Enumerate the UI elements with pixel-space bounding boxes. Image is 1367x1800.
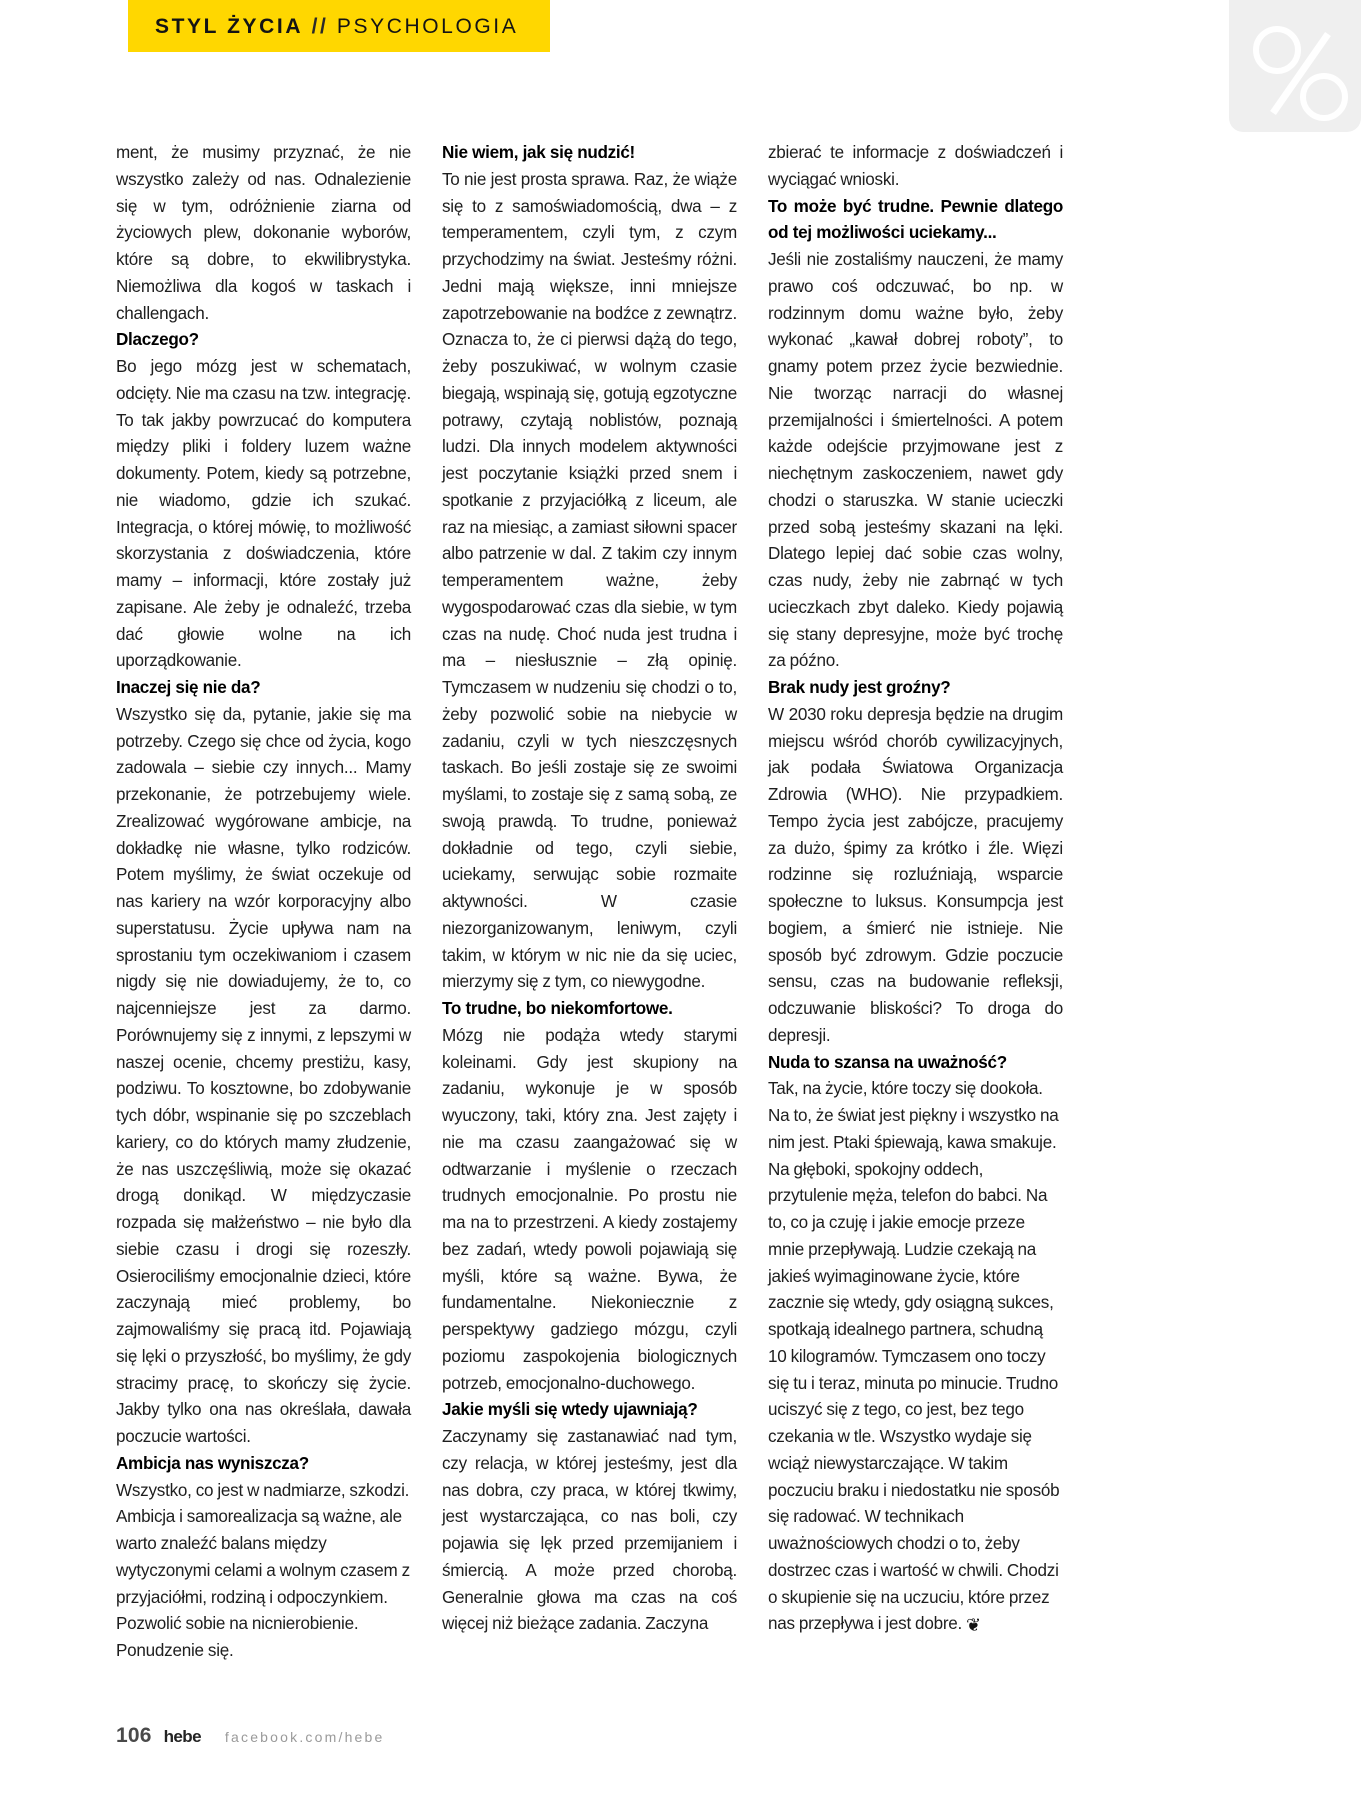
paragraph: To nie jest prosta sprawa. Raz, że wiąże się to z samoświadomością, dwa – z temperamentem, czyli tym, z czym przychodzimy na świat. Jesteśmy różni. Jedni mają większe, inni mniejsze zapotrzebowanie na bodźce z zewnątrz. Oznacza to, że ci pierwsi dążą do tego, żeby poszukiwać, w wolnym czasie biegają, wspinają się, gotują egzotyczne potrawy, czytają noblistów, poznają ludzi. Dla innych modelem aktywności jest poczytanie książki przed snem i spotkanie z przyjaciółką z liceum, ale raz na miesiąc, a zamiast siłowni spacer albo patrzenie w dal. Z takim czy innym temperamentem ważne, żeby wygospodarować czas dla siebie, w tym czas na nudę. Choć nuda jest trudna i ma – niesłusznie – złą opinię. Tymczasem w nudzeniu się chodzi o to, żeby pozwolić sobie na niebycie w zadaniu, czyli w tych nieszczęsnych taskach. Bo jeśli zostaje się ze swoimi myślami, to zostaje się z samą sobą, ze swoją prawdą. To trudne, ponieważ dokładnie od tego, czyli siebie, uciekamy, serwując sobie rozmaite aktywności. W czasie niezorganizowanym, leniwym, czyli takim, w którym w nic nie da się uciec, mierzymy się z tym, co niewygodne. bbox=[442, 169, 737, 992]
subheading: Ambicja nas wyniszcza? bbox=[116, 1453, 309, 1473]
article-column-1 bbox=[116, 140, 411, 1665]
paragraph: Mózg nie podąża wtedy starymi koleinami. Gdy jest skupiony na zadaniu, wykonuje je w sposób wyuczony, taki, który zna. Jest zajęty i nie ma czasu zaangażować się w odtwarzanie i myślenie o rzeczach trudnych emocjonalnie. Po prostu nie ma na to przestrzeni. A kiedy zostajemy bez zadań, wtedy powoli pojawiają się myśli, które są ważne. Bywa, że fundamentalne. Niekoniecznie z perspektywy gadziego mózgu, czyli poziomu zaspokojenia biologicznych potrzeb, emocjonalno-duchowego. bbox=[442, 1025, 737, 1393]
paragraph: ment, że musimy przyznać, że nie wszystko zależy od nas. Odnalezienie się w tym, odróżnienie ziarna od życiowych plew, dokonanie wyborów, które są dobre, to ekwilibrystyka. Niemożliwa dla kogoś w taskach i challengach. bbox=[116, 143, 411, 323]
kicker-separator: // bbox=[311, 14, 329, 38]
subheading: Dlaczego? bbox=[116, 330, 199, 350]
kicker-subsection-name: PSYCHOLOGIA bbox=[336, 14, 519, 38]
paragraph: zbierać te informacje z doświadczeń i wyciągać wnioski. bbox=[768, 143, 1063, 189]
kicker-label bbox=[128, 16, 518, 37]
paragraph-text: Tak, na życie, które toczy się dookoła. Na to, że świat jest piękny i wszystko na nim jest. Ptaki śpiewają, kawa smakuje. Na głęboki, spokojny oddech, przytulenie męża, telefon do babci. Na to, co ja czuję i jakie emocje przeze mnie przepływają. Ludzie czekają na jakieś wyimaginowane życie, które zacznie się wtedy, gdy osiągną sukces, spotkają idealnego partnera, schudną 10 kilogramów. Tymczasem ono toczy się tu i teraz, minuta po minucie. Trudno uciszyć się z tego, co jest, bez tego czekania w tle. Wszystko wydaje się wciąż niewystarczające. W takim poczuciu braku i niedostatku nie sposób się radować. W technikach uważnościowych chodzi o to, żeby dostrzec czas i wartość w chwili. Chodzi o skupienie się na uczuciu, które przez nas przepływa i jest dobre. bbox=[768, 1079, 1060, 1634]
article-body bbox=[116, 140, 1146, 1665]
page-footer bbox=[116, 1724, 385, 1748]
paragraph: Bo jego mózg jest w schematach, odcięty. Nie ma czasu na tzw. integrację. To tak jakby powrzucać do komputera między pliki i foldery luzem ważne dokumenty. Potem, kiedy są potrzebne, nie wiadomo, gdzie ich szukać. Integracja, o której mówię, to możliwość skorzystania z doświadczenia, które mamy – informacji, które zostały już zapisane. Ale żeby je odnaleźć, trzeba dać głowie wolne na ich uporządkowanie. bbox=[116, 357, 411, 671]
subheading: Nie wiem, jak się nudzić! bbox=[442, 143, 635, 162]
section-kicker-banner bbox=[128, 0, 550, 52]
end-of-article-ornament-icon: ❦ bbox=[966, 1615, 981, 1637]
paragraph-final bbox=[768, 1076, 1063, 1640]
subheading: Brak nudy jest groźny? bbox=[768, 678, 951, 697]
subheading: Jakie myśli się wtedy ujawniają? bbox=[442, 1400, 698, 1420]
brand-logo: hebe bbox=[163, 1727, 201, 1746]
subheading: To trudne, bo niekomfortowe. bbox=[442, 999, 673, 1018]
page-number: 106 bbox=[116, 1724, 152, 1747]
social-handle: facebook.com/hebe bbox=[224, 1729, 385, 1745]
subheading: Nuda to szansa na uważność? bbox=[768, 1052, 1007, 1072]
paragraph: Jeśli nie zostaliśmy nauczeni, że mamy prawo coś odczuwać, bo np. w rodzinnym domu ważne było, żeby wykonać „kawał dobrej roboty”, to gnamy potem przez życie bezwiednie. Nie tworząc narracji do własnej przemijalności i śmiertelności. A potem każde odejście przyjmowane jest z niechętnym zaskoczeniem, nawet gdy chodzi o staruszka. W stanie ucieczki przed sobą jesteśmy skazani na lęki. Dlatego lepiej dać sobie czas wolny, czas nudy, żeby nie zabrnąć w tych ucieczkach zbyt daleko. Kiedy pojawią się stany depresyjne, może być trochę za późno. bbox=[768, 250, 1063, 671]
paragraph: Wszystko się da, pytanie, jakie się ma potrzeby. Czego się chce od życia, kogo zadowala – siebie czy innych... Mamy przekonanie, że potrzebujemy wiele. Zrealizować wygórowane ambicje, na dokładkę nie własne, tylko rodziców. Potem myślimy, że świat oczekuje od nas kariery na wzór korporacyjny albo superstatusu. Życie upływa nam na sprostaniu tym oczekiwaniom i czasem nigdy się nie dowiadujemy, że to, co najcenniejsze jest za darmo. Porównujemy się z innymi, z lepszymi w naszej ocenie, chcemy prestiżu, kasy, podziwu. To kosztowne, bo zdobywanie tych dóbr, wspinanie się po szczeblach kariery, co do których mamy złudzenie, że nas uszczęśliwią, może się okazać drogą donikąd. W międzyczasie rozpada się małżeństwo – nie było dla siebie czasu i drogi się rozeszły. Osierociliśmy emocjonalnie dzieci, które zaczynają mieć problemy, bo zajmowaliśmy się pracą itd. Pojawiają się lęki o przyszłość, bo myślimy, że gdy stracimy pracę, to skończy się życie. Jakby tylko ona nas określała, dawała poczucie wartości. bbox=[116, 704, 411, 1446]
percent-icon bbox=[1229, 0, 1361, 132]
paragraph: Zaczynamy się zastanawiać nad tym, czy relacja, w której jesteśmy, jest dla nas dobra, czy praca, w której tkwimy, jest wystarczająca, co nas boli, czy pojawia się lęk przed przemijaniem i śmiercią. A może przed chorobą. Generalnie głowa ma czas na coś więcej niż bieżące zadania. Zaczyna bbox=[442, 1427, 737, 1634]
kicker-section-name: STYL ŻYCIA bbox=[155, 14, 304, 38]
article-column-3 bbox=[768, 140, 1063, 1665]
subheading: Inaczej się nie da? bbox=[116, 678, 261, 697]
subheading: To może być trudne. Pewnie dlatego od tej możliwości uciekamy... bbox=[768, 196, 1063, 243]
article-column-2 bbox=[442, 140, 737, 1665]
paragraph: Wszystko, co jest w nadmiarze, szkodzi. Ambicja i samorealizacja są ważne, ale warto znaleźć balans między wytyczonymi celami a wolnym czasem z przyjaciółmi, rodziną i odpoczynkiem. Pozwolić sobie na nicnierobienie. Ponudzenie się. bbox=[116, 1480, 410, 1660]
paragraph: W 2030 roku depresja będzie na drugim miejscu wśród chorób cywilizacyjnych, jak podała Światowa Organizacja Zdrowia (WHO). Nie przypadkiem. Tempo życia jest zabójcze, pracujemy za dużo, śpimy za krótko i źle. Więzi rodzinne się rozluźniają, wsparcie społeczne to luksus. Konsumpcja jest bogiem, a śmierć nie istnieje. Nie sposób być zdrowym. Gdzie poczucie sensu, czas na budowanie refleksji, odczuwanie bliskości? To droga do depresji. bbox=[768, 704, 1063, 1045]
